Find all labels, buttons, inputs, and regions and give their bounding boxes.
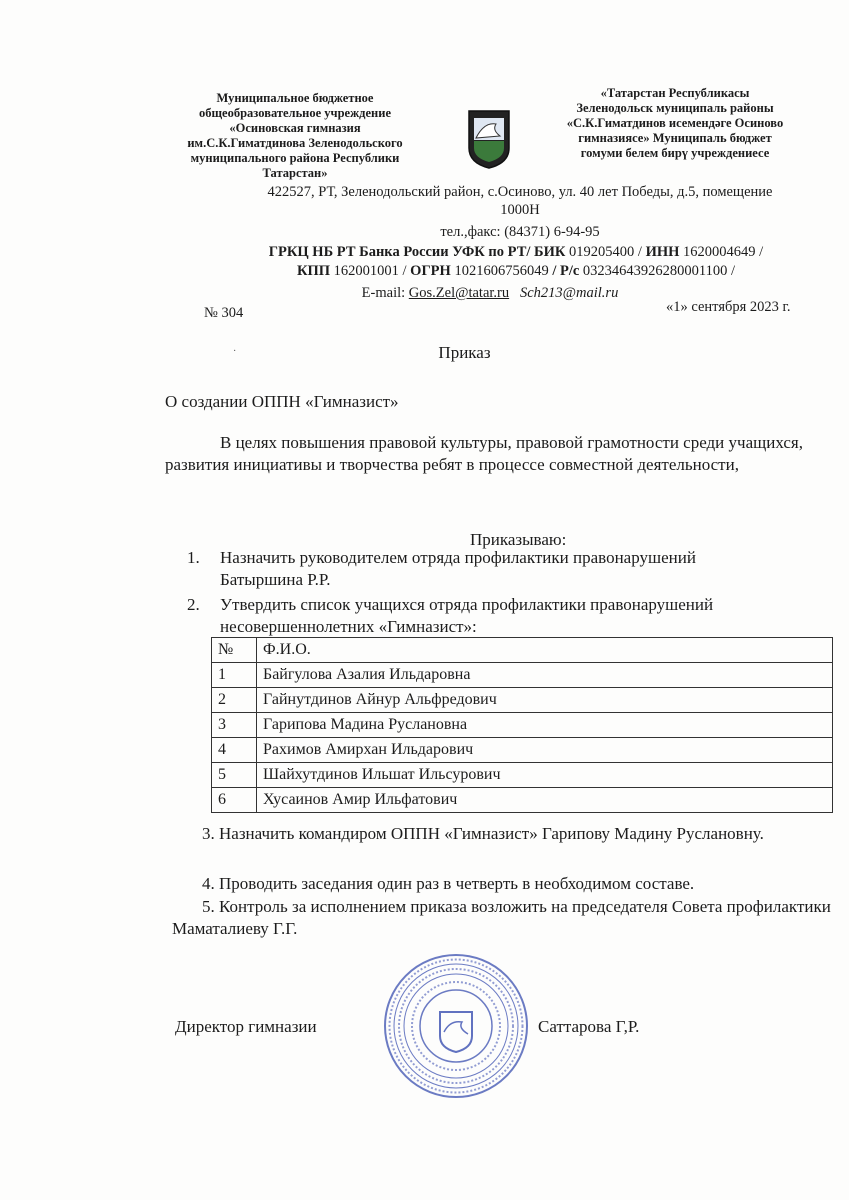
header-left-line: «Осиновская гимназия (229, 121, 361, 135)
signature-position: Директор гимназии (175, 1017, 317, 1036)
item-text-cont: несовершеннолетних «Гимназист»: (220, 617, 477, 636)
order-item-3: 3. Назначить командиром ОППН «Гимназист» Гарипову Мадину Руслановну. (202, 824, 764, 843)
item-text: Утвердить список учащихся отряда профилактики правонарушений (220, 595, 714, 614)
bank-value: 1620004649 / (679, 244, 764, 260)
bank-label: КПП (296, 263, 331, 279)
email-link-2[interactable]: Sch213@mail.ru (520, 285, 619, 301)
row-num: 3 (212, 713, 257, 738)
header-left-line: общеобразовательное учреждение (199, 106, 391, 120)
header-right-line: гомуми белем бирү учреждениесе (580, 146, 770, 160)
header-left-line: Муниципальное бюджетное (216, 91, 374, 105)
row-num: 6 (212, 788, 257, 813)
order-item-4: 4. Проводить заседания один раз в четверть в необходимом составе. (202, 874, 695, 893)
col-name-header: Ф.И.О. (257, 638, 833, 663)
row-num: 5 (212, 763, 257, 788)
row-name: Байгулова Азалия Ильдаровна (257, 663, 833, 688)
table-row (212, 663, 833, 688)
table-row (212, 713, 833, 738)
header-right-line: «С.К.Гиматдинов исемендәге Осиново (566, 116, 784, 130)
bank-value: 162001001 / (330, 263, 411, 279)
header-left-line: муниципального района Республики (190, 151, 400, 165)
document-subject: О создании ОППН «Гимназист» (165, 392, 399, 411)
row-name: Рахимов Амирхан Ильдарович (257, 738, 833, 763)
row-name: Гарипова Мадина Руслановна (257, 713, 833, 738)
order-item-1 (187, 547, 827, 591)
item-number: 2. (187, 595, 200, 614)
item-number: 1. (187, 548, 200, 567)
page-title: Приказ (438, 343, 491, 362)
header-right-line: Зеленодольск муниципаль районы (576, 101, 774, 115)
row-name: Шайхутдинов Ильшат Ильсурович (257, 763, 833, 788)
bank-details (196, 243, 836, 281)
bank-value: 03234643926280001100 / (579, 263, 736, 279)
order-item-2 (187, 594, 827, 638)
bank-label: ОГРН (410, 263, 451, 279)
table-row (212, 788, 833, 813)
table-header-row (212, 638, 833, 663)
document-number: № 304 (204, 305, 244, 321)
table-row (212, 738, 833, 763)
row-num: 1 (212, 663, 257, 688)
row-name: Гайнутдинов Айнур Альфредович (257, 688, 833, 713)
bank-label: ИНН (645, 244, 680, 260)
item-text-cont: Батыршина Р.Р. (220, 570, 331, 589)
address-block (210, 183, 830, 241)
table-row (212, 763, 833, 788)
email-line (240, 284, 740, 302)
order-item-5: 5. Контроль за исполнением приказа возложить на председателя Совета профилактики Маматалиеву Г.Г. (172, 897, 831, 938)
row-num: 4 (212, 738, 257, 763)
email-label: E-mail: (361, 285, 409, 301)
roster-table (211, 637, 833, 813)
header-right-line: «Татарстан Республикасы (600, 86, 750, 100)
crest-icon (466, 108, 512, 170)
official-seal-icon (382, 952, 530, 1100)
row-name: Хусаинов Амир Ильфатович (257, 788, 833, 813)
phone-line: тел.,факс: (84371) 6-94-95 (440, 224, 600, 240)
bank-label: ГРКЦ НБ РТ Банка России УФК по РТ/ БИК (268, 244, 566, 260)
table-row (212, 688, 833, 713)
dot-mark: · (233, 346, 237, 357)
item-text: Назначить руководителем отряда профилактики правонарушений (220, 548, 696, 567)
header-left-line: им.С.К.Гиматдинова Зеленодольского (187, 136, 403, 150)
address-line: 1000Н (500, 202, 540, 218)
header-left-line: Татарстан» (262, 166, 328, 180)
header-left-org-name (150, 91, 440, 181)
signature-name: Саттарова Г,Р. (538, 1017, 640, 1036)
bank-value: 1021606756049 (450, 263, 553, 279)
orders-heading: Приказываю: (470, 530, 567, 549)
document-date: «1» сентября 2023 г. (666, 299, 791, 315)
email-link-1[interactable]: Gos.Zel@tatar.ru (408, 285, 510, 301)
bank-label: / Р/с (552, 263, 580, 279)
row-num: 2 (212, 688, 257, 713)
preamble-paragraph: В целях повышения правовой культуры, правовой грамотности среди учащихся, развития инициативы и творчества ребят в процессе совместной деятельности, (165, 433, 803, 474)
bank-value: 019205400 / (565, 244, 646, 260)
address-line: 422527, РТ, Зеленодольский район, с.Осиново, ул. 40 лет Победы, д.5, помещение (267, 184, 773, 200)
col-num-header: № (212, 638, 257, 663)
header-right-org-name (540, 86, 810, 161)
header-right-line: гимназиясе» Муниципаль бюджет (578, 131, 772, 145)
